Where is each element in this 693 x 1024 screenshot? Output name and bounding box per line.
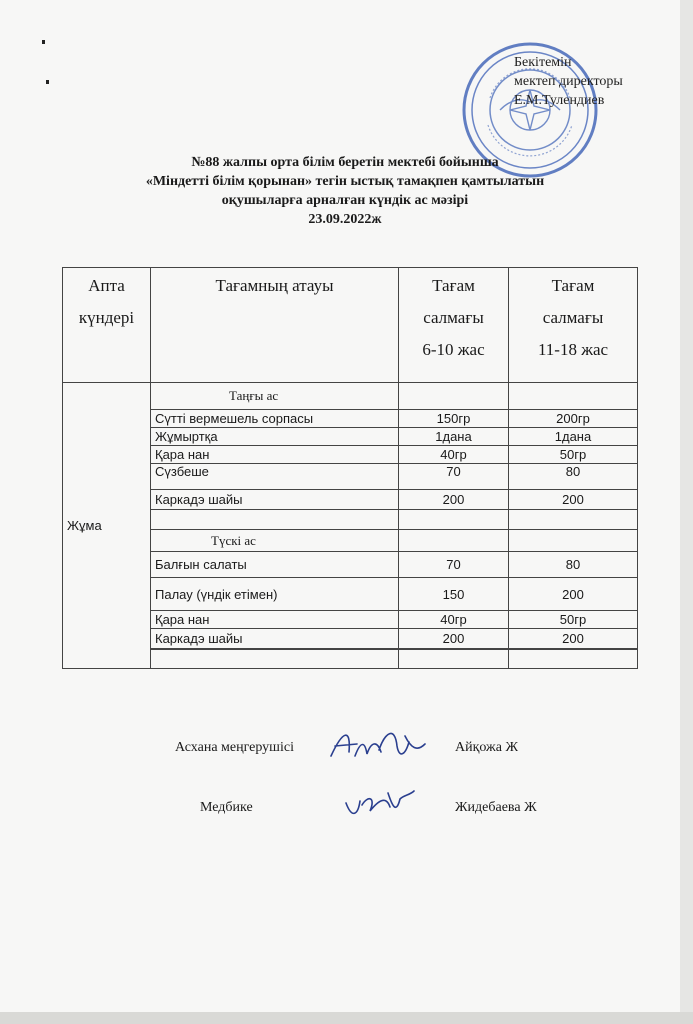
empty-cell (151, 650, 399, 669)
weight-old: 200гр (509, 410, 638, 428)
weight-young: 150 (399, 578, 509, 611)
approval-line: Бекітемін (514, 55, 572, 70)
approval-line: мектеп директоры (514, 74, 623, 89)
menu-table (62, 267, 638, 669)
empty-cell (399, 383, 509, 410)
header-dish: Тағамның атауы (151, 268, 399, 383)
weight-young: 40гр (399, 446, 509, 464)
lunch-label: Түскі ас (151, 530, 399, 552)
title-line: №88 жалпы орта білім беретін мектебі бойынша (191, 155, 499, 170)
menu-date: 23.09.2022ж (308, 212, 382, 227)
dish-name: Сүтті вермешель сорпасы (151, 410, 399, 428)
weight-old: 1дана (509, 428, 638, 446)
weight-old: 200 (509, 629, 638, 649)
empty-cell (509, 510, 638, 530)
weight-young: 70 (399, 552, 509, 578)
weight-young: 40гр (399, 611, 509, 629)
header-weekday (63, 268, 151, 383)
table-row (63, 383, 638, 410)
signature-name: Жидебаева Ж (455, 800, 537, 815)
weight-old: 80 (509, 464, 638, 490)
dish-name: Палау (үндік етімен) (151, 578, 399, 611)
header-weekday-l2: күндері (78, 308, 135, 327)
header-weight-old (509, 268, 638, 383)
handwritten-signature (325, 722, 435, 772)
header-weight-young-l2: салмағы (423, 308, 484, 327)
weight-old: 50гр (509, 611, 638, 629)
dish-name: Жұмыртқа (151, 428, 399, 446)
signature-name: Айқожа Ж (455, 740, 518, 755)
header-weight-old-l3: 11-18 жас (537, 340, 609, 359)
empty-cell (399, 530, 509, 552)
weight-old: 80 (509, 552, 638, 578)
empty-cell (509, 650, 638, 669)
header-weight-young-l1: Тағам (432, 276, 475, 295)
empty-cell (399, 510, 509, 530)
empty-cell (151, 510, 399, 530)
title-line: «Міндетті білім қорынан» тегін ыстық тамақпен қамтылатын (145, 174, 545, 189)
signature-role: Медбике (200, 800, 253, 815)
dish-name: Каркадэ шайы (151, 490, 399, 510)
ink-speck (46, 80, 49, 84)
ink-speck (42, 40, 45, 44)
dish-name: Қара нан (151, 611, 399, 629)
weight-young: 1дана (399, 428, 509, 446)
header-weight-young-l3: 6-10 жас (422, 340, 485, 359)
dish-name: Сүзбеше (151, 464, 399, 490)
director-name: Е.М.Тулендиев (514, 93, 605, 108)
approval-block (514, 53, 623, 110)
weight-young: 200 (399, 490, 509, 510)
weight-young: 150гр (399, 410, 509, 428)
empty-cell (399, 650, 509, 669)
header-weight-young (399, 268, 509, 383)
handwritten-signature (340, 785, 420, 825)
dish-name: Балғын салаты (151, 552, 399, 578)
empty-cell (509, 383, 638, 410)
weight-young: 200 (399, 629, 509, 649)
weight-old: 50гр (509, 446, 638, 464)
weight-old: 200 (509, 490, 638, 510)
table-header-row (63, 268, 638, 383)
header-weight-old-l1: Тағам (551, 276, 595, 295)
header-weight-old-l2: салмағы (542, 308, 604, 327)
background-edge (680, 0, 693, 1024)
header-weekday-l1: Апта (88, 276, 125, 295)
document-title (100, 153, 590, 229)
background-edge-bottom (0, 1012, 693, 1024)
empty-cell (509, 530, 638, 552)
dish-name: Каркадэ шайы (151, 629, 399, 649)
signature-role: Асхана меңгерушісі (175, 740, 294, 755)
dish-name: Қара нан (151, 446, 399, 464)
breakfast-label: Таңғы ас (151, 383, 399, 410)
weight-old: 200 (509, 578, 638, 611)
weekday-cell: Жұма (63, 383, 151, 669)
title-line: оқушыларға арналған күндік ас мәзірі (221, 193, 469, 208)
weight-young: 70 (399, 464, 509, 490)
